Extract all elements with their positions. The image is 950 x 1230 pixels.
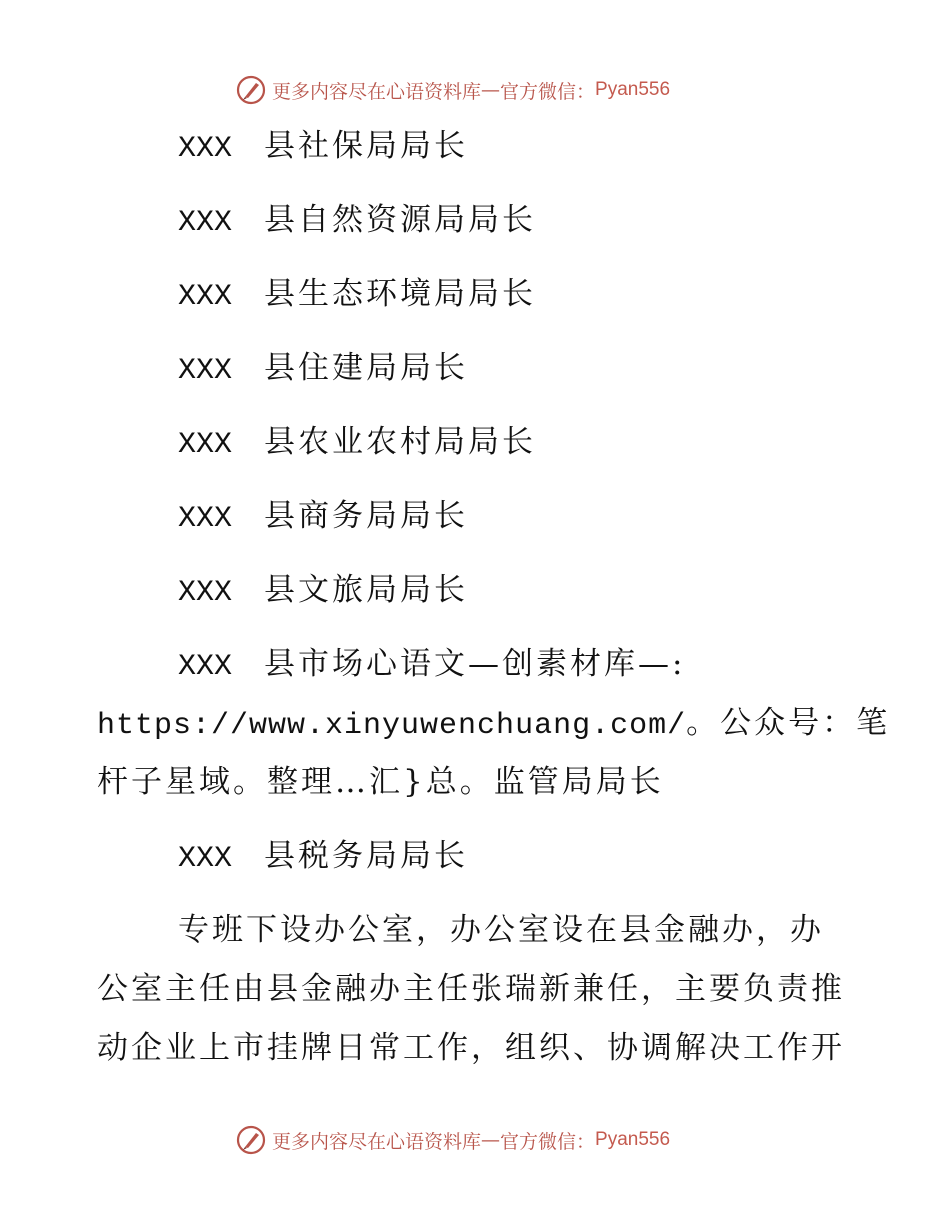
position-title: 县社保局局长: [264, 128, 468, 164]
market-entry-line1: 县市场心语文—创素材库—:: [264, 646, 686, 682]
footer-banner: [236, 1122, 716, 1158]
position-title: 县住建局局长: [264, 350, 468, 386]
banner-wechat-id: Pyan556: [595, 1129, 671, 1150]
name-placeholder: XXX: [178, 842, 233, 876]
list-item: [178, 836, 468, 879]
list-item: [178, 200, 536, 243]
name-placeholder: XXX: [178, 650, 233, 684]
banner-separator: —: [481, 79, 501, 101]
list-item: [178, 496, 468, 539]
position-title: 县商务局局长: [264, 498, 468, 534]
position-title: 县自然资源局局长: [264, 202, 536, 238]
banner-separator: —: [481, 1129, 501, 1151]
quill-pen-logo-icon: [236, 1125, 266, 1155]
position-title: 县生态环境局局长: [264, 276, 536, 312]
paragraph-line-3: 动企业上市挂牌日常工作，组织、协调解决工作开: [97, 1030, 845, 1066]
name-placeholder: XXX: [178, 280, 233, 314]
position-title: 县文旅局局长: [264, 572, 468, 608]
header-banner: [236, 72, 716, 108]
watermark-url: https://www.xinyuwenchuang.com/: [97, 709, 687, 743]
banner-wechat-id: Pyan556: [595, 79, 671, 100]
list-item-market: [178, 644, 685, 687]
market-entry-line2-tail: 。公众号：笔: [686, 705, 891, 741]
name-placeholder: XXX: [178, 354, 233, 388]
quill-pen-logo-icon: [236, 75, 266, 105]
list-item: [178, 348, 468, 391]
banner-promo-text: 更多内容尽在心语资料库: [272, 80, 482, 103]
paragraph-line-1: 专班下设办公室，办公室设在县金融办，办: [178, 912, 824, 948]
name-placeholder: XXX: [178, 206, 233, 240]
paragraph-line-2: 公室主任由县金融办主任张瑞新兼任，主要负责推: [97, 971, 845, 1007]
list-item: [178, 422, 536, 465]
list-item: [178, 570, 468, 613]
banner-promo-text: 更多内容尽在心语资料库: [272, 1130, 482, 1153]
name-placeholder: XXX: [178, 576, 233, 610]
list-item: [178, 274, 536, 317]
position-title: 县农业农村局局长: [264, 424, 536, 460]
name-placeholder: XXX: [178, 132, 233, 166]
name-placeholder: XXX: [178, 502, 233, 536]
name-placeholder: XXX: [178, 428, 233, 462]
banner-official-label: 官方微信：: [500, 1130, 596, 1153]
market-entry-line3: 杆子星域。整理…汇}总。监管局局长: [97, 764, 664, 800]
market-entry-line2: [97, 703, 890, 746]
banner-official-label: 官方微信：: [500, 80, 596, 103]
list-item: [178, 126, 468, 169]
position-title: 县税务局局长: [264, 838, 468, 874]
